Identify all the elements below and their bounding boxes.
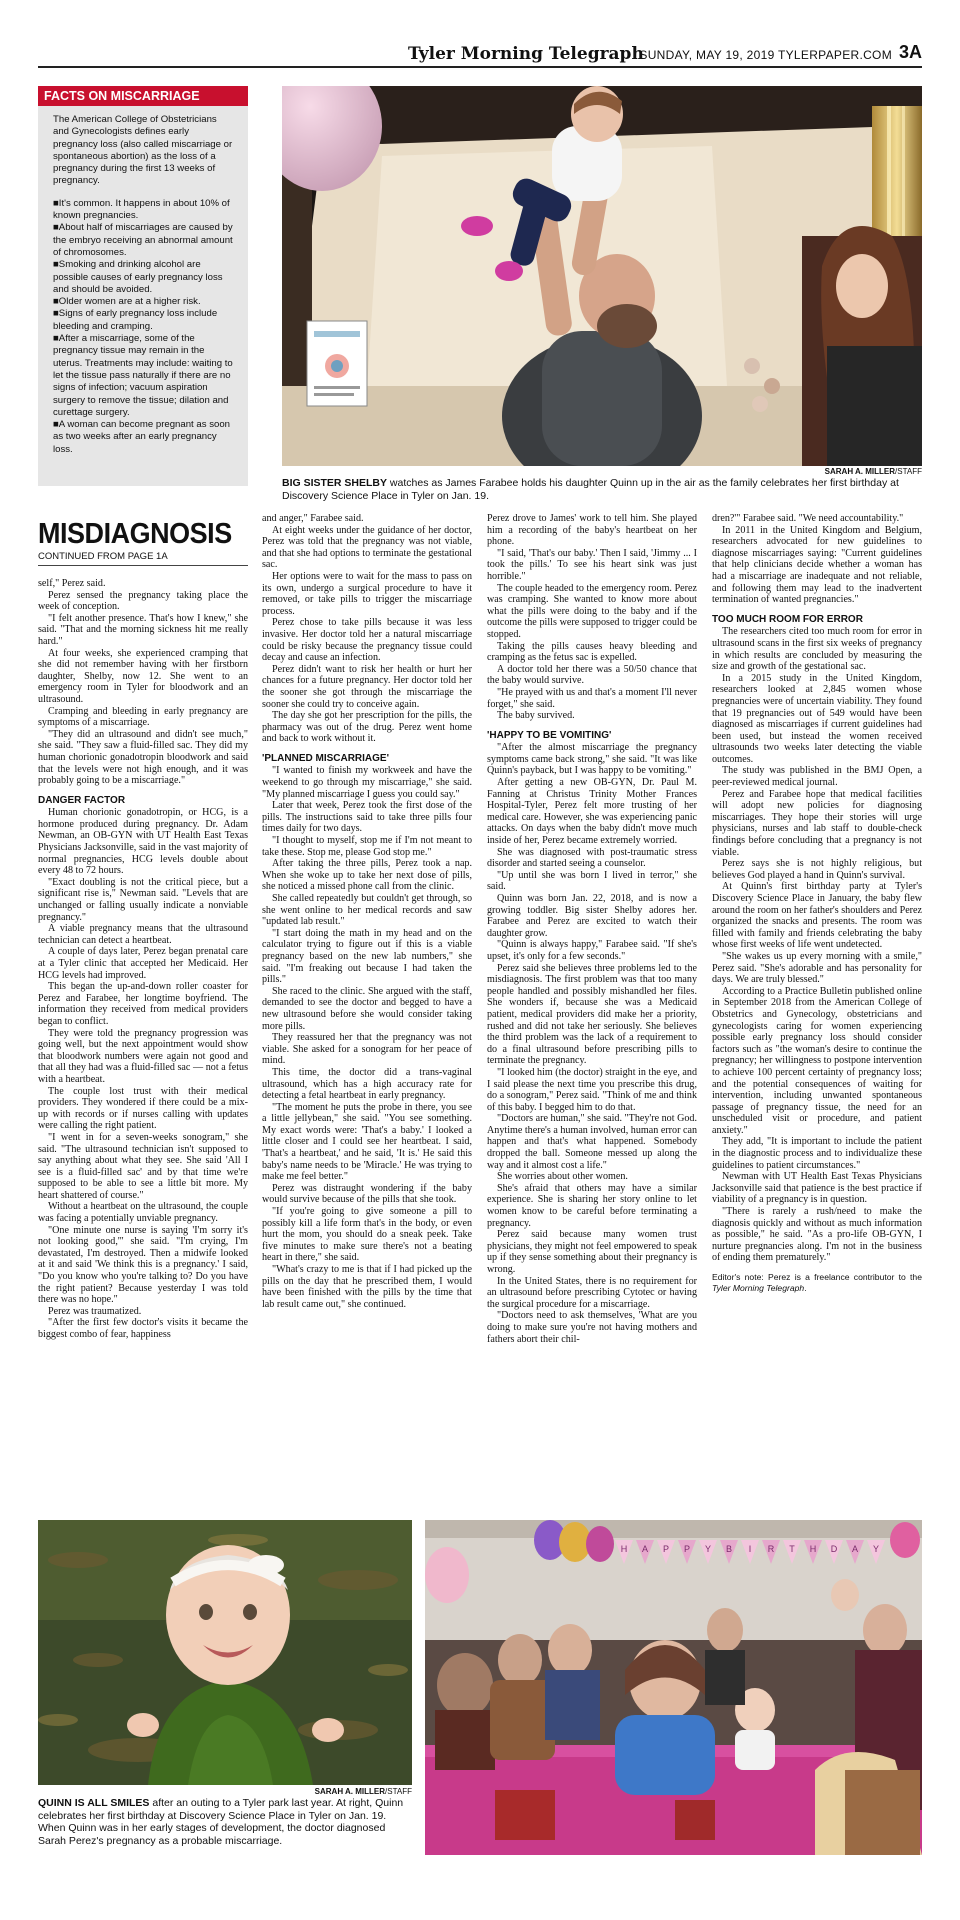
facts-title: FACTS ON MISCARRIAGE [38, 86, 248, 106]
facts-item: ■ About half of miscarriages are caused by the embryo receiving an abnormal amount of chromosomes. [53, 222, 233, 259]
photo-top-caption-text: watches as James Farabee holds his daughter Quinn up in the air as the family celebrates her first birthday at Discovery Science Place in Tyler on Jan. 19. [282, 477, 899, 502]
banner-letter: B [725, 1544, 733, 1554]
article-paragraph: The researchers cited too much room for error in ultrasound scans in the first six weeks of pregnancy in which results are concluded by measuring the size and growth of the gestational sac. [712, 626, 922, 673]
banner-letter: P [662, 1544, 670, 1554]
article-paragraph: self," Perez said. [38, 578, 106, 589]
article-paragraph: Taking the pills causes heavy bleeding and cramping as the fetus sac is expelled. [487, 640, 697, 664]
article-paragraph: They reassured her that the pregnancy was not viable. She asked for a sonogram for her peace of mind. [262, 1032, 472, 1067]
article-paragraph: Without a heartbeat on the ultrasound, the couple was facing a potentially unviable pregnancy. [38, 1201, 248, 1225]
article-paragraph: Perez says she is not highly religious, but believes God played a hand in Quinn's survival. [712, 858, 922, 881]
article-paragraph: "I wanted to finish my workweek and have the weekend to go through my miscarriage," she said. "My planned miscarriage I guess you could say." [262, 765, 472, 800]
facts-item: ■ Signs of early pregnancy loss include bleeding and cramping. [53, 308, 233, 333]
article-paragraph: "What's crazy to me is that if I had picked up the pills on the day that he prescribed them, I would have been finished with the pills by the time that lab result came out," she continued. [262, 1264, 472, 1310]
page-number: 3A [898, 42, 922, 62]
photo-bottom-caption [38, 1797, 412, 1847]
photo-birthday-party-image [425, 1520, 922, 1855]
section-subhead: 'PLANNED MISCARRIAGE' [262, 752, 389, 764]
editor-note-paper: Tyler Morning Telegraph [712, 1282, 805, 1293]
banner-letter: P [683, 1544, 691, 1554]
article-column-4 [712, 513, 922, 1293]
article-column-1 [38, 578, 248, 1341]
article-paragraph: After getting a new OB-GYN, Dr. Paul M. Fanning at Christus Trinity Mother Frances Hospital-Tyler, Perez felt more trusting of her medical care. However, she was experiencing panic attacks. On days when the baby didn't move much inside of her, Perez became extremely worried. [487, 777, 697, 847]
article-paragraph: "They did an ultrasound and didn't see much," she said. "They saw a fluid-filled sac. They did my human chorionic gonadotropin bloodwork and said that the levels were not high enough, and it was probably going to be a miscarriage." [38, 728, 248, 787]
article-paragraph: They were told the pregnancy progression was going well, but the next appointment would show that bloodwork numbers were again not good and that all they had was a fluid-filled sac — not a fetus with a heartbeat. [38, 1027, 248, 1085]
article-paragraph: dren?'" Farabee said. "We need accountability." [712, 513, 904, 524]
banner-letter: R [767, 1544, 775, 1554]
section-subhead: 'HAPPY TO BE VOMITING' [487, 729, 612, 741]
photo-top-credit-org: /STAFF [895, 467, 922, 476]
article-paragraph: "I felt another presence. That's how I knew," she said. "That and the morning sickness hit me really hard." [38, 612, 248, 647]
article-paragraph: The couple lost trust with their medical providers. They wondered if there could be a mix-up with records or if nurses calling with updates were calling the right patient. [38, 1085, 248, 1132]
article-paragraph: A couple of days later, Perez began prenatal care at a Tyler clinic that accepted her Medicaid. Her HCG levels had improved. [38, 946, 248, 981]
facts-item: ■ Older women are at a higher risk. [53, 296, 233, 308]
banner-letter: T [789, 1544, 795, 1554]
facts-list [53, 198, 233, 456]
article-paragraph: Perez said because many women trust physicians, they might not feel empowered to speak up if they sense something about their pregnancy is wrong. [487, 1229, 697, 1275]
article-paragraph: In the United States, there is no requirement for an ultrasound before prescribing Cytotec or having the surgical procedure for a miscarriage. [487, 1275, 697, 1310]
facts-item: ■ A woman can become pregnant as soon as two weeks after an early pregnancy loss. [53, 419, 233, 456]
photo-top-caption-lead: BIG SISTER SHELBY [282, 477, 388, 489]
article-paragraph: Her options were to wait for the mass to pass on its own, undergo a surgical procedure to have it removed, or take pills to trigger the miscarriage process. [262, 570, 472, 617]
facts-item: ■ Smoking and drinking alcohol are possible causes of early pregnancy loss and should be avoided. [53, 259, 233, 296]
banner-letter: D [830, 1544, 838, 1554]
article-paragraph: They add, "It is important to include the patient in the diagnostic process and to individualize these guidelines to patient circumstances." [712, 1136, 922, 1171]
article-paragraph: Perez didn't want to risk her health or hurt her chances for a future pregnancy. Her doctor told her the sooner she got through the miscarriage the sooner she could try to conceive again. [262, 663, 472, 710]
photo-bottom-credit-name: SARAH A. MILLER [314, 1787, 386, 1796]
article-paragraph: Perez and Farabee hope that medical facilities will adopt new policies for diagnosing miscarriages. They hope their stories will urge physicians, nurses and lab staff to double-check findings before concluding that a pregnancy is not viable. [712, 788, 922, 858]
article-paragraph: In 2011 in the United Kingdom and Belgium, researchers advocated for new guidelines to diagnose miscarriages saying: "Current guidelines that help clinicians decide whether a woman has had a miscarriage are inadequate and not reliable, and following them may lead to the inadvertent termination of wanted pregnancies." [712, 524, 922, 606]
article-paragraph: A doctor told her there was a 50/50 chance that the baby would survive. [487, 663, 697, 687]
section-subhead: TOO MUCH ROOM FOR ERROR [712, 613, 863, 625]
photo-bottom-caption-lead: QUINN IS ALL SMILES [38, 1797, 150, 1809]
newspaper-name: Tyler Morning Telegraph [408, 44, 644, 64]
article-paragraph: "I start doing the math in my head and on the calculator trying to figure out if this is a viable pregnancy based on the new lab numbers," she said. "I'm freaking out because I had taken the pills." [262, 927, 472, 986]
continued-line: CONTINUED FROM PAGE 1A [38, 551, 248, 566]
article-paragraph: "He prayed with us and that's a moment I'll never forget," she said. [487, 686, 697, 710]
article-paragraph: "The moment he puts the probe in there, you see a little jellybean," she said. "You see something. My exact words were: 'That's a baby.' I looked a little closer and I could see her heartbeat. I said, 'That's a heartbeat,' and he said, 'It is.' He said this baby's name needs to be 'Miracle.' He was trying to make me feel better." [262, 1101, 472, 1183]
article-paragraph: Newman with UT Health East Texas Physicians Jacksonville said that patience is the best practice if viability of a pregnancy is in question. [712, 1171, 922, 1206]
editor-note-text: Editor's note: Perez is a freelance contributor to the [712, 1272, 922, 1282]
banner-letter: H [809, 1544, 817, 1554]
article-column-2 [262, 513, 472, 1310]
article-paragraph: This time, the doctor did a trans-vaginal ultrasound, which has a high accuracy rate for detecting a fetal heartbeat in early pregnancy. [262, 1066, 472, 1102]
issue-date: SUNDAY, MAY 19, 2019 TYLERPAPER.COM [639, 48, 892, 62]
banner-letter: A [641, 1544, 649, 1554]
article-paragraph: Perez chose to take pills because it was less invasive. Her doctor told her a natural miscarriage could be risky because the pregnancy tissue could decay and cause an infection. [262, 617, 472, 664]
article-paragraph: The day she got her prescription for the pills, the pharmacy was out of the drug. Perez went home and back to work without it. [262, 710, 472, 745]
article-paragraph: "If you're going to give someone a pill to possibly kill a life form that's in the body, or even hurt the mom, you should do a sneak peek. Take five minutes to make sure there's not a beating heart in there," she said. [262, 1206, 472, 1264]
article-paragraph: This began the up-and-down roller coaster for Perez and Farabee, her longtime boyfriend. The information they received from medical providers began to conflict. [38, 981, 248, 1027]
article-paragraph: "Quinn is always happy," Farabee said. "If she's upset, it's only for a few seconds." [487, 939, 697, 962]
article-paragraph: A viable pregnancy means that the ultrasound technician can detect a heartbeat. [38, 923, 248, 946]
facts-intro: The American College of Obstetricians and Gynecologists defines early pregnancy loss (also called miscarriage or spontaneous abortion) as the loss of a pregnancy during the first 13 weeks of pregnancy. [53, 114, 233, 187]
photo-quinn-park [38, 1520, 412, 1785]
photo-bottom-credit [200, 1787, 412, 1796]
article-paragraph: "Exact doubling is not the critical piece, but a significant rise is," Newman said. "Levels that are unchanged or falling usually indicate a nonviable pregnancy." [38, 876, 248, 923]
article-column-3 [487, 513, 697, 1345]
banner-letter: Y [704, 1544, 712, 1554]
photo-top-credit [700, 467, 922, 476]
article-paragraph: She was diagnosed with post-traumatic stress disorder and started seeing a counselor. [487, 846, 697, 870]
article-paragraph: She's afraid that others may have a similar experience. She is sharing her story online to let women know to be careful before terminating a pregnancy. [487, 1182, 697, 1229]
photo-birthday-lift-image [282, 86, 922, 466]
article-paragraph: She raced to the clinic. She argued with the staff, demanded to see the doctor and begged to have a new ultrasound before she would consider taking more pills. [262, 985, 472, 1032]
photo-birthday-lift [282, 86, 922, 466]
article-paragraph: At four weeks, she experienced cramping that she did not remember having with her firstborn daughter, Shelby, now 12. She went to an emergency room in Tyler for bloodwork and an ultrasound. [38, 647, 248, 705]
article-paragraph: "There is rarely a rush/need to make the diagnosis quickly and without as much information as possible," he said. "As a pro-life OB-GYN, I nurture pregnancies along. I'm not in the business of ending them prematurely." [712, 1206, 922, 1264]
article-paragraph: "I said, 'That's our baby.' Then I said, 'Jimmy ... I took the pills.' To see his heart sink was just horrible." [487, 547, 697, 582]
article-paragraph: and anger," Farabee said. [262, 513, 364, 524]
article-paragraph: "She wakes us up every morning with a smile," Perez said. "She's adorable and has personality for days. We are truly blessed." [712, 950, 922, 986]
photo-bottom-credit-org: /STAFF [385, 1787, 412, 1796]
article-paragraph: "I thought to myself, stop me if I'm not meant to take these. Stop me, please God stop me." [262, 835, 472, 858]
article-paragraph: She worries about other women. [497, 1171, 628, 1183]
article-paragraph: Perez was traumatized. [48, 1305, 142, 1317]
article-paragraph: The baby survived. [497, 710, 575, 722]
facts-item: ■ It's common. It happens in about 10% of known pregnancies. [53, 198, 233, 223]
article-paragraph: Perez was distraught wondering if the baby would survive because of the pills that she took. [262, 1182, 472, 1206]
banner-letter: H [620, 1544, 628, 1554]
editor-note-end: . [804, 1282, 807, 1293]
section-subhead: DANGER FACTOR [38, 794, 126, 806]
banner-letter: Y [872, 1544, 880, 1554]
article-paragraph: Quinn was born Jan. 22, 2018, and is now a growing toddler. Big sister Shelby adores her. Farabee and Perez are excited to watch their daughter grow. [487, 893, 697, 939]
article-paragraph: The couple headed to the emergency room. Perez was cramping. She wanted to know more about what the pills were doing to the baby and if the outcome the pills were supposed to trigger could be stopped. [487, 582, 697, 640]
article-paragraph: According to a Practice Bulletin published online in September 2018 from the American College of Obstetrics and Gynecology, obstetricians and gynecologists caring for women experiencing possible early pregnancy loss should consider factors such as "the woman's desire to continue the pregnancy; her willingness to postpone intervention to achieve 100 percent certainty of pregnancy loss; and the potential consequences of waiting for intervention, including unwanted spontaneous passage of pregnancy tissue, the need for an unscheduled visit or procedure, and patient anxiety." [712, 985, 922, 1136]
article-paragraph: "I went in for a seven-weeks sonogram," she said. "The ultrasound technician isn't supposed to say anything about what they see. She said 'All I see is a fluid-filled sac' and by that time we're supposed to be able to see a little bit more. My heart shattered of course." [38, 1131, 248, 1201]
article-paragraph: Human chorionic gonadotropin, or HCG, is a hormone produced during pregnancy. Dr. Adam Newman, an OB-GYN with UT Health East Texas Physicians Jacksonville, said in the vast majority of normal pregnancies, HCG levels double about every 48 to 72 hours. [38, 807, 248, 877]
article-paragraph: Perez said she believes three problems led to the misdiagnosis. The first problem was that too many people handled and possibly mishandled her files. She wonders if, because she was a Medicaid patient, medical providers did make her a priority, rushed and did not take her seriously. She believes the third problem was the lack of a requirement to do a final ultrasound before prescribing pills to terminate the pregnancy. [487, 962, 697, 1067]
article-paragraph: "Doctors need to ask themselves, 'What are you doing to make sure you're not having mothers and fathers abort their chil- [487, 1310, 697, 1345]
photo-bottom-caption-text: after an outing to a Tyler park last year. At right, Quinn celebrates her first birthday at Discovery Science Place in Tyler on Jan. 19. When Quinn was in her early stages of development, the doctor diagnosed Sarah Perez's pregnancy as a probable miscarriage. [38, 1797, 404, 1847]
article-paragraph: After taking the three pills, Perez took a nap. When she woke up to take her next dose of pills, she noticed a missed phone call from the clinic. [262, 858, 472, 893]
banner-letter: I [748, 1544, 752, 1554]
editor-note [712, 1272, 922, 1293]
banner-letter: A [851, 1544, 859, 1554]
facts-sidebar [38, 86, 248, 486]
article-paragraph: The study was published in the BMJ Open, a peer-reviewed medical journal. [712, 765, 922, 789]
masthead [38, 44, 922, 68]
facts-item: ■ After a miscarriage, some of the pregnancy tissue may remain in the uterus. Treatments may include: waiting to let the tissue pass naturally if there are no signs of infection; vacuum aspiration surgery to remove the tissue; dilation and curettage surgery. [53, 333, 233, 419]
headline: MISDIAGNOSIS [38, 518, 232, 550]
photo-quinn-park-image [38, 1520, 412, 1785]
article-paragraph: At Quinn's first birthday party at Tyler's Discovery Science Place in January, the baby flew around the room on her father's shoulders and Perez organized the snacks and presents. The room was filled with family and friends celebrating the baby whose first weeks of life went undetected. [712, 881, 922, 951]
article-paragraph: "After the first few doctor's visits it became the biggest combo of fear, happiness [38, 1317, 248, 1340]
article-paragraph: Perez sensed the pregnancy taking place the week of conception. [38, 589, 248, 613]
photo-birthday-party [425, 1520, 922, 1855]
photo-top-credit-name: SARAH A. MILLER [824, 467, 896, 476]
photo-top-caption [282, 477, 922, 502]
article-paragraph: "After the almost miscarriage the pregnancy symptoms came back strong," she said. "It was like Quinn's payback, but I was happy to be vomiting." [487, 742, 697, 777]
article-paragraph: Perez drove to James' work to tell him. She played him a recording of the baby's heartbeat on her phone. [487, 513, 697, 548]
article-paragraph: In a 2015 study in the United Kingdom, researchers looked at 2,845 women whose pregnancies were of uncertain viability. They found that 19 pregnancies out of 549 would have been diagnosed as miscarriages if current guidelines had been used, but instead the women received ultrasounds two weeks later detecting the viable outcomes. [712, 672, 922, 765]
article-paragraph: Later that week, Perez took the first dose of the pills. The instructions said to take three pills four times daily for two days. [262, 800, 472, 835]
article-paragraph: "I looked him (the doctor) straight in the eye, and I said please the next time you prescribe this drug, do a sonogram," Perez said. "Think of me and think of this baby. I begged him to do that. [487, 1066, 697, 1113]
article-paragraph: At eight weeks under the guidance of her doctor, Perez was told that the pregnancy was not viable, and that she had options to terminate the gestational sac. [262, 524, 472, 571]
article-paragraph: "Up until she was born I lived in terror," she said. [487, 869, 697, 893]
article-paragraph: Cramping and bleeding in early pregnancy are symptoms of a miscarriage. [38, 705, 248, 729]
article-paragraph: She called repeatedly but couldn't get through, so she went online to her medical records and saw "updated lab result." [262, 893, 472, 928]
article-paragraph: "One minute one nurse is saying 'I'm sorry it's not looking good,'" she said. "I'm crying, I'm devastated, I'm destroyed. Then a midwife looked at it and said 'We think this is a pregnancy.' I said, "Do you know who you're talking to? Do you have the right patient? Because yesterday I was told there was no hope." [38, 1224, 248, 1306]
article-paragraph: "Doctors are human," she said. "They're not God. Anytime there's a human involved, human error can happen and that's what happened. Somebody dropped the ball. Someone messed up along the way and it almost cost a life." [487, 1113, 697, 1171]
